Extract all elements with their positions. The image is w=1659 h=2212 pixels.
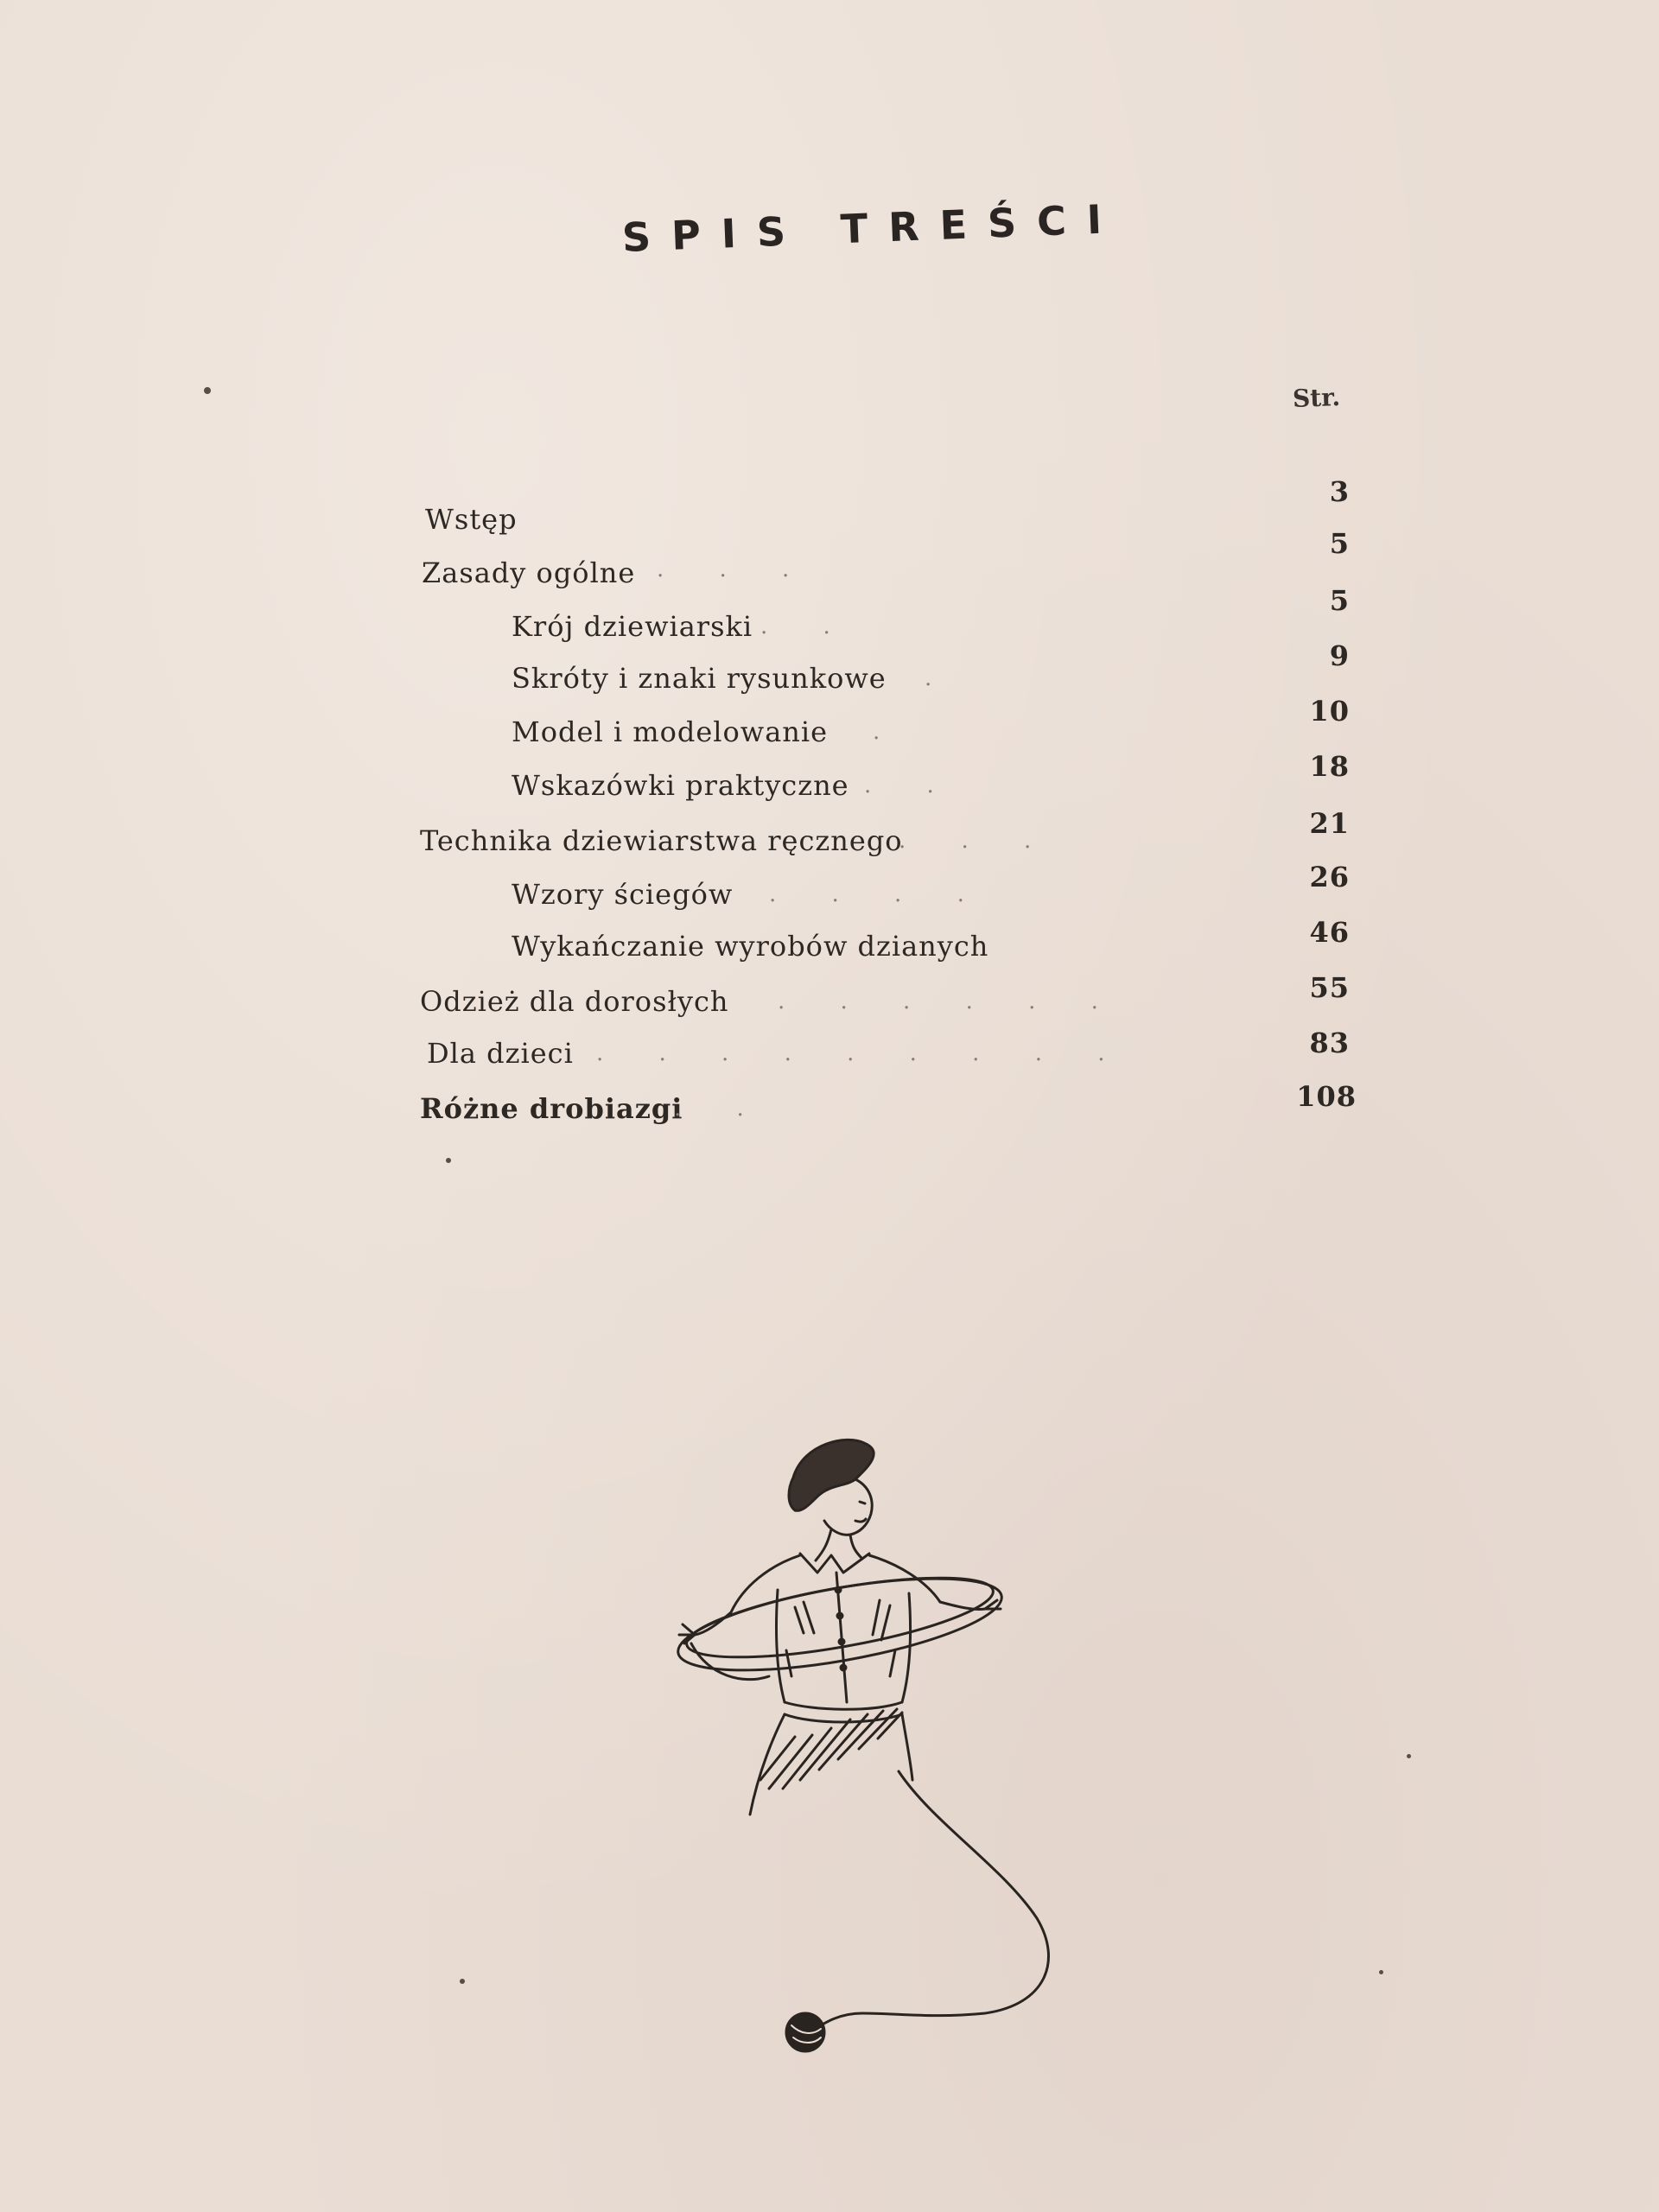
- toc-leader-dots: . .: [674, 1096, 768, 1122]
- toc-leader-dots: . . . .: [769, 881, 988, 907]
- toc-entry-label: Wzory ściegów: [512, 878, 734, 911]
- toc-entry: [0, 639, 1659, 714]
- toc-entry-label: Dla dzieci: [427, 1037, 574, 1070]
- toc-entry: [0, 1080, 1659, 1144]
- toc-entry: [0, 971, 1659, 1037]
- toc-leader-dots: . . . . . . . . .: [596, 1040, 1129, 1066]
- woman-with-yarn-hoop-illustration: [639, 1417, 1123, 2074]
- toc-entry-label: Krój dziewiarski: [512, 610, 753, 643]
- toc-entry-label: Skróty i znaki rysunkowe: [512, 662, 887, 695]
- toc-entry-label: Wskazówki praktyczne: [512, 769, 849, 802]
- toc-entry-label: Model i modelowanie: [512, 715, 829, 748]
- toc-leader-dots: .: [925, 665, 957, 691]
- toc-entry-page: 46: [1309, 916, 1350, 949]
- toc-entry-label: Odzież dla dorosłych: [420, 985, 729, 1018]
- toc-entry: [0, 807, 1659, 876]
- paper-speck: [204, 387, 211, 394]
- toc-entry: [0, 695, 1659, 767]
- toc-leader-dots: . .: [760, 613, 855, 639]
- paper-speck: [1407, 1754, 1411, 1758]
- toc-entry: [0, 916, 1659, 982]
- page-column-label: Str.: [1292, 383, 1341, 413]
- toc-entry-page: 5: [1329, 527, 1350, 560]
- toc-entry-page: 108: [1296, 1080, 1357, 1113]
- toc-entry-page: 5: [1329, 584, 1350, 617]
- toc-entry-page: 83: [1309, 1027, 1350, 1059]
- toc-entry-label: Zasady ogólne: [422, 556, 636, 589]
- paper-speck: [460, 1979, 465, 1984]
- toc-leader-dots: . . .: [899, 828, 1056, 854]
- toc-entry: [0, 584, 1659, 662]
- toc-entry-label: Wykańczanie wyrobów dzianych: [512, 930, 989, 963]
- toc-leader-dots: . . .: [657, 556, 814, 582]
- toc-leader-dots: . . . . . .: [778, 988, 1122, 1014]
- toc-leader-dots: . .: [864, 772, 958, 798]
- toc-entry: [0, 1027, 1659, 1089]
- toc-entry: [0, 527, 1659, 608]
- toc-entry-page: 21: [1309, 807, 1350, 840]
- toc-leader-dots: .: [873, 719, 905, 745]
- page-title: SPIS TREŚCI: [620, 194, 1123, 261]
- toc-entry: [0, 750, 1659, 821]
- toc-entry-page: 55: [1309, 971, 1350, 1004]
- toc-entry-page: 3: [1329, 475, 1350, 508]
- toc-entry-page: 26: [1309, 861, 1350, 893]
- toc-entry-page: 10: [1309, 695, 1350, 728]
- toc-entry: [0, 475, 1659, 555]
- toc-entry: [0, 861, 1659, 930]
- toc-entry-label: Różne drobiazgi: [420, 1092, 683, 1125]
- paper-speck: [446, 1158, 451, 1163]
- toc-entry-page: 9: [1329, 639, 1350, 672]
- toc-entry-page: 18: [1309, 750, 1350, 783]
- toc-entry-label: Wstęp: [425, 503, 518, 536]
- toc-entry-label: Technika dziewiarstwa ręcznego: [420, 824, 903, 857]
- paper-speck: [1379, 1970, 1383, 1974]
